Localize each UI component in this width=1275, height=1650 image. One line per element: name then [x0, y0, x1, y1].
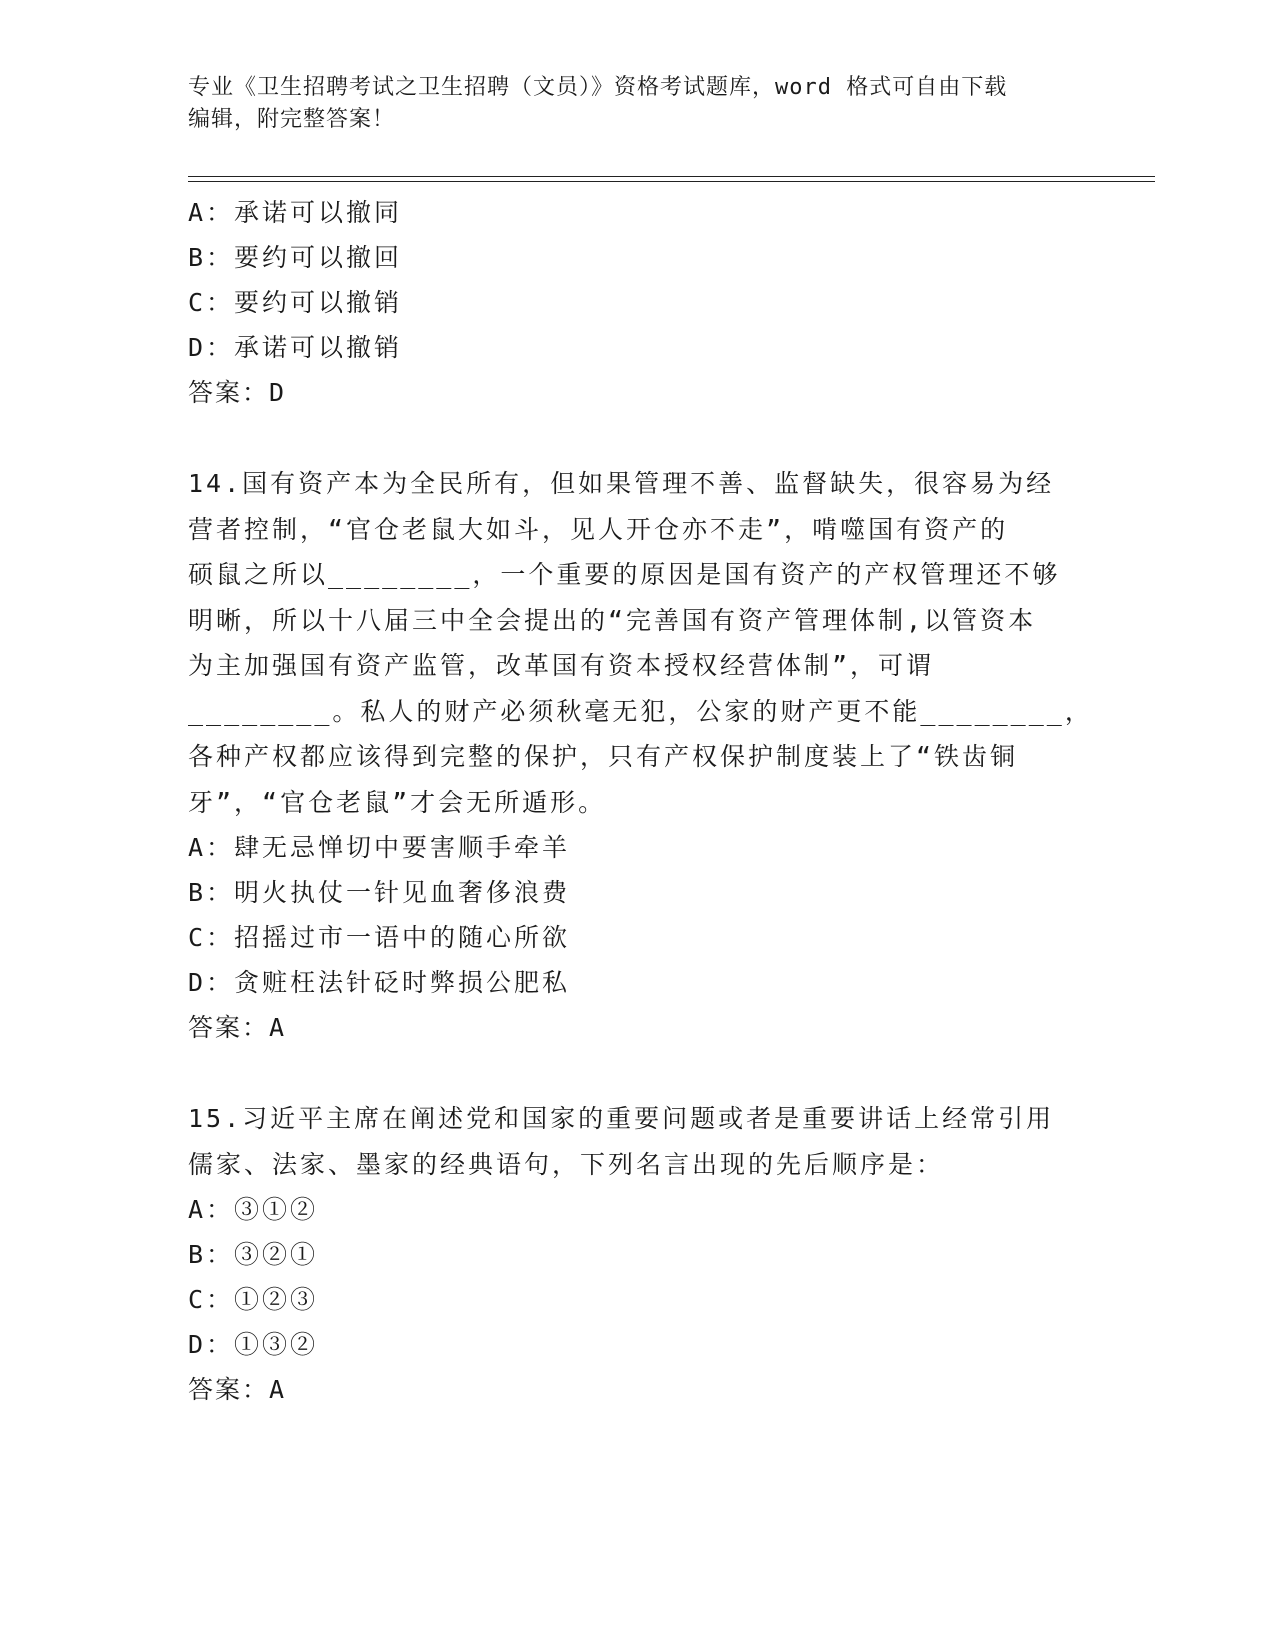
option-c: C：招摇过市一语中的随心所欲 [188, 923, 571, 952]
question-text-line: 硕鼠之所以________，一个重要的原因是国有资产的产权管理还不够 [188, 560, 1061, 589]
question-spacer [188, 1050, 1088, 1096]
option-a: A：承诺可以撤同 [188, 198, 403, 227]
question-text-line: 为主加强国有资产监管，改革国有资本授权经营体制”，可谓 [188, 651, 935, 680]
option-c: C：①②③ [188, 1285, 319, 1314]
answer [188, 1367, 1088, 1412]
answer [188, 370, 1088, 415]
option-a: A：③①② [188, 1195, 319, 1224]
option-b: B：③②① [188, 1240, 319, 1269]
answer-label: 答案： [188, 1013, 270, 1042]
header-line-2: 编辑，附完整答案！ [188, 107, 396, 132]
question-14 [188, 461, 1093, 1050]
question-text-line: 14.国有资产本为全民所有，但如果管理不善、监督缺失，很容易为经 [188, 469, 1055, 498]
header-line-1: 专业《卫生招聘考试之卫生招聘（文员）》资格考试题库，word 格式可自由下载 [188, 75, 1008, 100]
question-15 [188, 1096, 1088, 1412]
answer-label: 答案： [188, 1375, 270, 1404]
option-c: C：要约可以撤销 [188, 288, 403, 317]
answer-label: 答案： [188, 378, 270, 407]
answer-value: A [269, 1013, 288, 1042]
question-13 [188, 190, 1088, 415]
header-divider-bottom [188, 181, 1155, 182]
option-b: B：明火执仗一针见血奢侈浪费 [188, 878, 571, 907]
question-text-line: 牙”，“官仓老鼠”才会无所遁形。 [188, 787, 607, 817]
question-text-line: 营者控制，“官仓老鼠大如斗，见人开仓亦不走”，啃噬国有资产的 [188, 514, 1009, 544]
option-b: B：要约可以撤回 [188, 243, 403, 272]
question-text-line: 儒家、法家、墨家的经典语句，下列名言出现的先后顺序是： [188, 1149, 945, 1179]
answer-value: D [269, 378, 288, 407]
answer-value: A [269, 1375, 288, 1404]
option-a: A：肆无忌惮切中要害顺手牵羊 [188, 833, 571, 862]
question-spacer [188, 415, 1088, 461]
question-text-line: ________。私人的财产必须秋毫无犯，公家的财产更不能________， [188, 696, 1093, 726]
option-d: D：贪赃枉法针砭时弊损公肥私 [188, 968, 571, 997]
document-body [188, 190, 1093, 1412]
header-divider-top [188, 176, 1155, 177]
option-d: D：①③② [188, 1330, 319, 1359]
option-d: D：承诺可以撤销 [188, 333, 403, 362]
document-header [188, 72, 1088, 136]
question-text-line: 15.习近平主席在阐述党和国家的重要问题或者是重要讲话上经常引用 [188, 1104, 1055, 1133]
answer [188, 1005, 1088, 1050]
question-text-line: 各种产权都应该得到完整的保护，只有产权保护制度装上了“铁齿铜 [188, 742, 1019, 771]
question-text-line: 明晰，所以十八届三中全会提出的“完善国有资产管理体制,以管资本 [188, 605, 1037, 635]
